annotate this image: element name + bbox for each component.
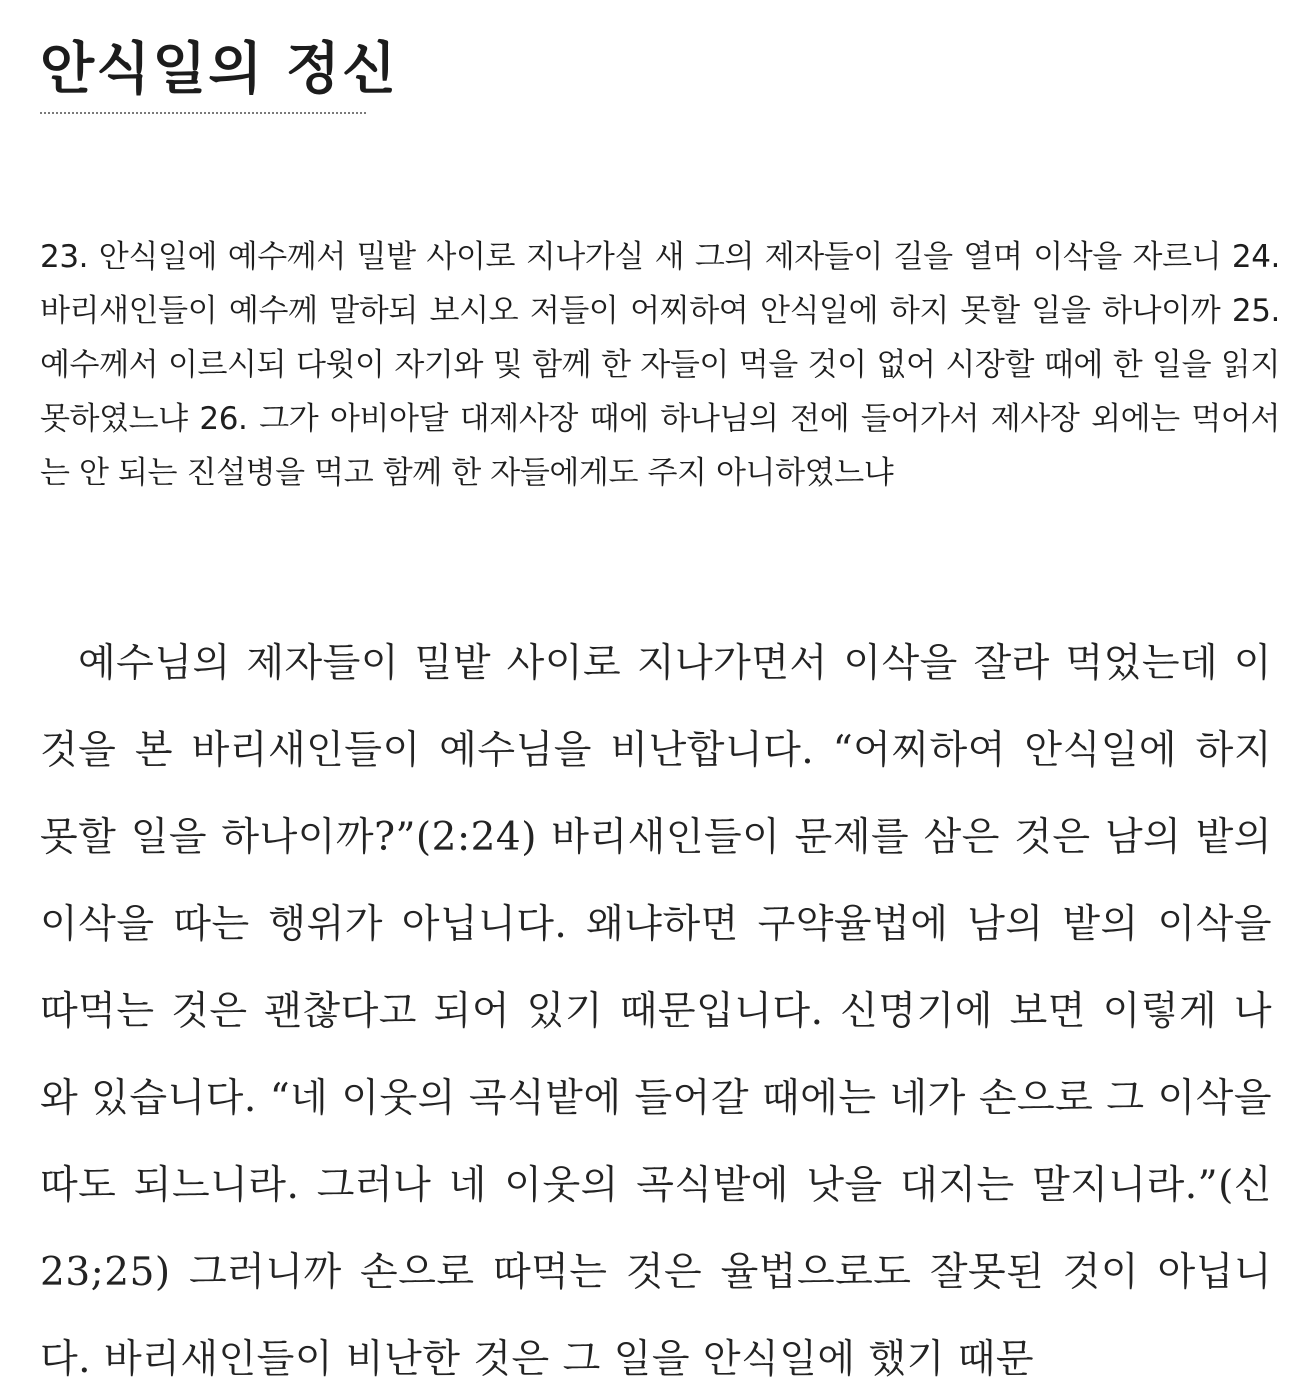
commentary-paragraph: 예수님의 제자들이 밀밭 사이로 지나가면서 이삭을 잘라 먹었는데 이것을 본 바리새인들이 예수님을 비난합니다. “어찌하여 안식일에 하지 못할 일을 하나이까?”(2:24) 바리새인들이 문제를 삼은 것은 남의 밭의 이삭을 따는 행위가 아닙니다. 왜냐하면 구약율법에 남의 밭의 이삭을 따먹는 것은 괜찮다고 되어 있기 때문입니다. 신명기에 보면 이렇게 나와 있습니다. “네 이웃의 곡식밭에 들어갈 때에는 네가 손으로 그 이삭을 따도 되느니라. 그러나 네 이웃의 곡식밭에 낫을 대지는 말지니라.”(신 23;25) 그러니까 손으로 따먹는 것은 율법으로도 잘못된 것이 아닙니다. 바리새인들이 비난한 것은 그 일을 안식일에 했기 때문 [40, 641, 1272, 1382]
heading-block [40, 30, 399, 114]
scripture-passage: 23. 안식일에 예수께서 밀밭 사이로 지나가실 새 그의 제자들이 길을 열며 이삭을 자르니 24. 바리새인들이 예수께 말하되 보시오 저들이 어찌하여 안식일에 하지 못할 일을 하나이까 25. 예수께서 이르시되 다윗이 자기와 및 함께 한 자들이 먹을 것이 없어 시장할 때에 한 일을 읽지 못하였느냐 26. 그가 아비아달 대제사장 때에 하나님의 전에 들어가서 제사장 외에는 먹어서는 안 되는 진설병을 먹고 함께 한 자들에게도 주지 아니하였느냐 [40, 239, 1280, 491]
title-dotted-underline [40, 112, 366, 114]
page-title: 안식일의 정신 [40, 36, 399, 102]
